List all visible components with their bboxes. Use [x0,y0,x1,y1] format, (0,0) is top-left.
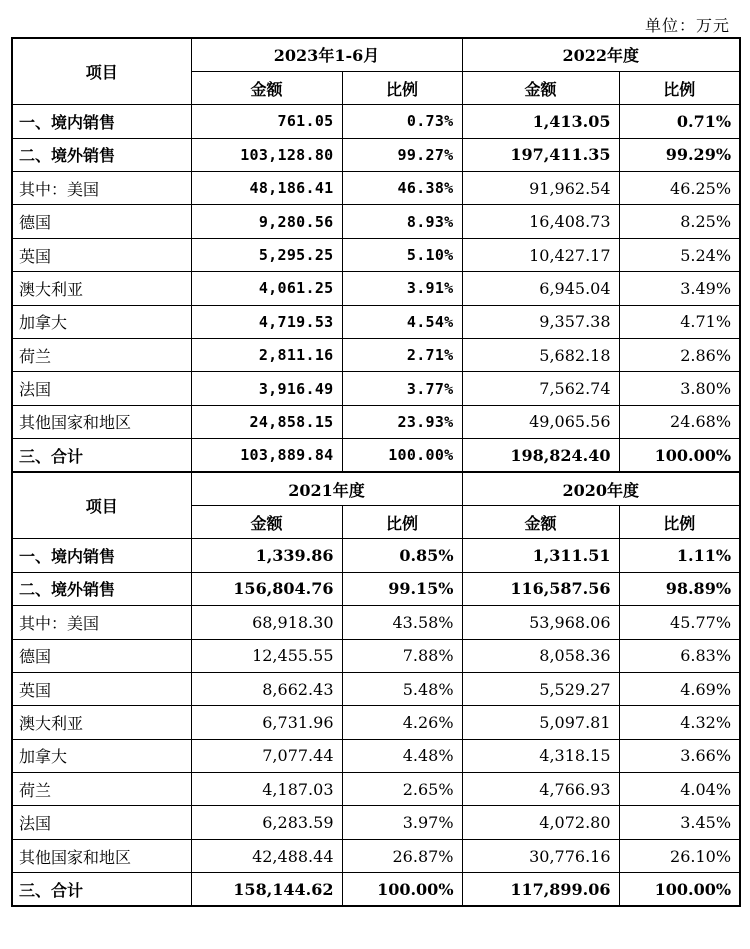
table-row [12,539,740,572]
row-b-ratio: 3.66% [619,739,740,772]
row-a-amount: 6,283.59 [191,806,342,839]
section2-a-ratio-header: 比例 [342,505,462,538]
row-name: 其他国家和地区 [12,839,191,872]
table-row [12,839,740,872]
row-a-ratio: 26.87% [342,839,462,872]
section2-period-a-header: 2021年度 [191,472,462,505]
table-row [12,706,740,739]
table-row [12,272,740,305]
row-a-amount: 12,455.55 [191,639,342,672]
row-name: 二、境外销售 [12,138,191,171]
row-a-amount: 1,339.86 [191,539,342,572]
row-b-ratio: 6.83% [619,639,740,672]
row-name: 英国 [12,238,191,271]
row-a-amount: 761.05 [191,105,342,138]
row-b-ratio: 99.29% [619,138,740,171]
table-row [12,672,740,705]
row-b-ratio: 4.71% [619,305,740,338]
row-b-ratio: 24.68% [619,405,740,438]
row-a-amount: 24,858.15 [191,405,342,438]
row-b-amount: 117,899.06 [462,873,619,906]
row-name: 英国 [12,672,191,705]
table-row [12,372,740,405]
row-a-amount: 103,889.84 [191,439,342,472]
table-row [12,205,740,238]
section2-b-ratio-header: 比例 [619,505,740,538]
row-b-amount: 5,682.18 [462,339,619,372]
row-b-amount: 9,357.38 [462,305,619,338]
table-body [12,38,740,906]
row-b-amount: 30,776.16 [462,839,619,872]
row-b-ratio: 46.25% [619,172,740,205]
row-name: 荷兰 [12,339,191,372]
row-b-amount: 16,408.73 [462,205,619,238]
row-b-ratio: 8.25% [619,205,740,238]
row-b-amount: 4,072.80 [462,806,619,839]
row-a-amount: 9,280.56 [191,205,342,238]
row-b-ratio: 5.24% [619,238,740,271]
section1-period-a-header: 2023年1-6月 [191,38,462,71]
section1-period-b-header: 2022年度 [462,38,740,71]
row-b-amount: 5,097.81 [462,706,619,739]
row-name: 荷兰 [12,773,191,806]
row-a-amount: 68,918.30 [191,606,342,639]
row-a-amount: 2,811.16 [191,339,342,372]
row-b-amount: 91,962.54 [462,172,619,205]
unit-label: 单位：万元 [644,16,730,35]
row-a-amount: 5,295.25 [191,238,342,271]
row-a-ratio: 99.27% [342,138,462,171]
section2-b-amount-header: 金额 [462,505,619,538]
row-a-ratio: 46.38% [342,172,462,205]
row-b-ratio: 0.71% [619,105,740,138]
row-b-ratio: 100.00% [619,439,740,472]
table-row [12,405,740,438]
table-row [12,238,740,271]
row-a-ratio: 100.00% [342,439,462,472]
row-a-ratio: 23.93% [342,405,462,438]
row-a-amount: 8,662.43 [191,672,342,705]
row-a-amount: 103,128.80 [191,138,342,171]
row-b-amount: 5,529.27 [462,672,619,705]
row-b-amount: 6,945.04 [462,272,619,305]
table-row [12,806,740,839]
row-a-ratio: 7.88% [342,639,462,672]
row-name: 加拿大 [12,305,191,338]
row-a-ratio: 4.48% [342,739,462,772]
row-a-ratio: 2.71% [342,339,462,372]
row-b-amount: 4,766.93 [462,773,619,806]
row-a-amount: 3,916.49 [191,372,342,405]
row-b-ratio: 4.32% [619,706,740,739]
row-a-amount: 7,077.44 [191,739,342,772]
row-a-ratio: 8.93% [342,205,462,238]
row-a-ratio: 2.65% [342,773,462,806]
row-a-amount: 4,187.03 [191,773,342,806]
row-name: 加拿大 [12,739,191,772]
table-row [12,606,740,639]
table-row [12,639,740,672]
table-row [12,305,740,338]
row-b-ratio: 98.89% [619,572,740,605]
row-a-ratio: 100.00% [342,873,462,906]
row-b-amount: 49,065.56 [462,405,619,438]
row-b-ratio: 4.04% [619,773,740,806]
row-b-ratio: 100.00% [619,873,740,906]
row-b-amount: 1,413.05 [462,105,619,138]
row-name: 德国 [12,205,191,238]
table-row [12,739,740,772]
section1-item-header: 项目 [12,38,191,105]
row-b-amount: 116,587.56 [462,572,619,605]
row-a-ratio: 43.58% [342,606,462,639]
section1-a-amount-header: 金额 [191,71,342,104]
row-a-amount: 158,144.62 [191,873,342,906]
row-name: 一、境内销售 [12,539,191,572]
section1-a-ratio-header: 比例 [342,71,462,104]
section2-period-b-header: 2020年度 [462,472,740,505]
row-b-amount: 198,824.40 [462,439,619,472]
section2-item-header: 项目 [12,472,191,539]
row-name: 德国 [12,639,191,672]
section1-b-amount-header: 金额 [462,71,619,104]
row-a-ratio: 4.26% [342,706,462,739]
row-a-amount: 4,719.53 [191,305,342,338]
section2-a-amount-header: 金额 [191,505,342,538]
row-b-ratio: 3.80% [619,372,740,405]
section1-header-row-1 [12,38,740,71]
row-a-ratio: 3.91% [342,272,462,305]
row-a-amount: 42,488.44 [191,839,342,872]
table-row [12,339,740,372]
row-b-ratio: 45.77% [619,606,740,639]
row-a-ratio: 99.15% [342,572,462,605]
row-a-ratio: 5.10% [342,238,462,271]
row-a-ratio: 5.48% [342,672,462,705]
row-name: 其他国家和地区 [12,405,191,438]
table-row [12,773,740,806]
row-a-amount: 6,731.96 [191,706,342,739]
section1-b-ratio-header: 比例 [619,71,740,104]
row-b-amount: 7,562.74 [462,372,619,405]
section2-header-row-1 [12,472,740,505]
row-b-amount: 1,311.51 [462,539,619,572]
row-name: 其中：美国 [12,606,191,639]
row-name: 三、合计 [12,439,191,472]
table-row [12,105,740,138]
row-name: 其中：美国 [12,172,191,205]
row-name: 一、境内销售 [12,105,191,138]
row-a-ratio: 3.77% [342,372,462,405]
row-b-ratio: 2.86% [619,339,740,372]
table-row [12,572,740,605]
row-a-ratio: 0.85% [342,539,462,572]
row-b-ratio: 3.49% [619,272,740,305]
row-b-ratio: 1.11% [619,539,740,572]
table-row [12,138,740,171]
row-name: 澳大利亚 [12,706,191,739]
row-b-amount: 53,968.06 [462,606,619,639]
table-row [12,172,740,205]
row-b-ratio: 26.10% [619,839,740,872]
row-a-ratio: 4.54% [342,305,462,338]
row-b-ratio: 3.45% [619,806,740,839]
row-a-ratio: 3.97% [342,806,462,839]
table-row [12,439,740,472]
row-a-amount: 48,186.41 [191,172,342,205]
row-a-ratio: 0.73% [342,105,462,138]
row-b-amount: 10,427.17 [462,238,619,271]
row-b-amount: 8,058.36 [462,639,619,672]
row-name: 二、境外销售 [12,572,191,605]
row-name: 三、合计 [12,873,191,906]
row-name: 法国 [12,372,191,405]
table-row [12,873,740,906]
sales-by-region-table [11,37,741,907]
row-a-amount: 4,061.25 [191,272,342,305]
row-name: 法国 [12,806,191,839]
row-b-amount: 197,411.35 [462,138,619,171]
row-b-ratio: 4.69% [619,672,740,705]
row-a-amount: 156,804.76 [191,572,342,605]
row-name: 澳大利亚 [12,272,191,305]
row-b-amount: 4,318.15 [462,739,619,772]
